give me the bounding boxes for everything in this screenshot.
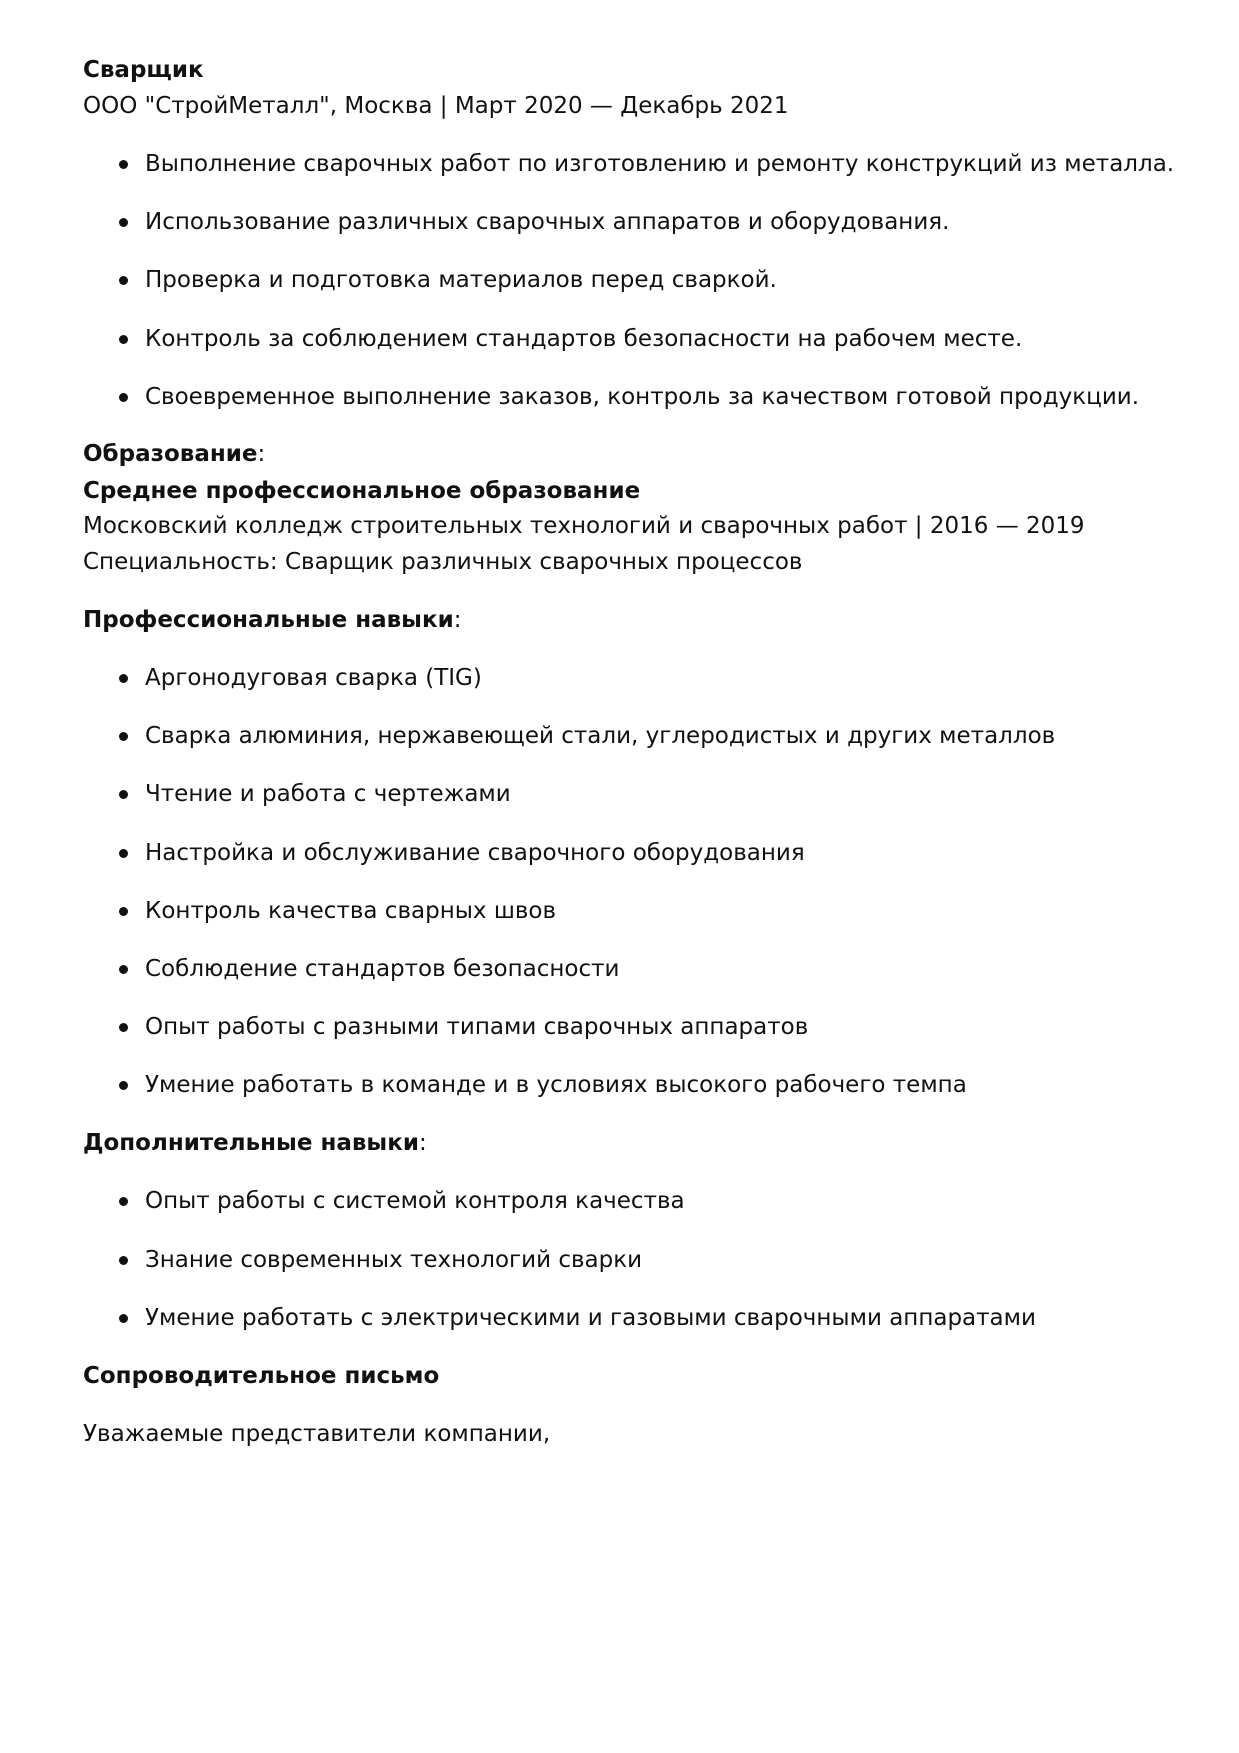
heading-colon: : xyxy=(453,607,462,633)
heading-colon: : xyxy=(418,1130,427,1156)
duty-text: Проверка и подготовка материалов перед сваркой. xyxy=(145,267,777,293)
bullet-icon xyxy=(119,1256,128,1265)
skill-text: Соблюдение стандартов безопасности xyxy=(145,956,620,982)
bullet-icon xyxy=(119,160,128,169)
bullet-icon xyxy=(119,790,128,799)
education-degree: Среднее профессиональное образование xyxy=(83,478,641,504)
skill-text: Знание современных технологий сварки xyxy=(145,1247,643,1273)
bullet-icon xyxy=(119,907,128,916)
bullet-icon xyxy=(119,1197,128,1206)
bullet-icon xyxy=(119,849,128,858)
skill-text: Контроль качества сварных швов xyxy=(145,898,557,924)
education-specialty: Специальность: Сварщик различных сварочных процессов xyxy=(83,549,803,575)
bullet-icon xyxy=(119,1314,128,1323)
bullet-icon xyxy=(119,732,128,741)
bullet-icon xyxy=(119,335,128,344)
pro-skills-heading-line xyxy=(83,604,461,636)
bullet-icon xyxy=(119,965,128,974)
cover-letter-heading: Сопроводительное письмо xyxy=(83,1363,440,1389)
duty-text: Выполнение сварочных работ по изготовлению и ремонту конструкций из металла. xyxy=(145,151,1175,177)
education-heading: Образование xyxy=(83,441,258,467)
skill-text: Чтение и работа с чертежами xyxy=(145,781,511,807)
bullet-icon xyxy=(119,393,128,402)
skill-text: Настройка и обслуживание сварочного оборудования xyxy=(145,840,805,866)
duty-text: Контроль за соблюдением стандартов безопасности на рабочем месте. xyxy=(145,326,1023,352)
skill-text: Аргонодуговая сварка (TIG) xyxy=(145,665,482,691)
skill-text: Умение работать с электрическими и газовыми сварочными аппаратами xyxy=(145,1305,1036,1331)
cover-letter-greeting: Уважаемые представители компании, xyxy=(83,1421,551,1447)
heading-colon: : xyxy=(257,441,266,467)
extra-skills-heading-line xyxy=(83,1127,427,1159)
duty-text: Использование различных сварочных аппаратов и оборудования. xyxy=(145,209,950,235)
job-meta: ООО "СтройМеталл", Москва | Март 2020 — Декабрь 2021 xyxy=(83,93,789,119)
education-heading-line xyxy=(83,438,265,470)
skill-text: Умение работать в команде и в условиях высокого рабочего темпа xyxy=(145,1072,967,1098)
bullet-icon xyxy=(119,218,128,227)
skill-text: Опыт работы с разными типами сварочных аппаратов xyxy=(145,1014,809,1040)
education-institution: Московский колледж строительных технологий и сварочных работ | 2016 — 2019 xyxy=(83,513,1085,539)
bullet-icon xyxy=(119,674,128,683)
duty-text: Своевременное выполнение заказов, контроль за качеством готовой продукции. xyxy=(145,384,1140,410)
pro-skills-heading: Профессиональные навыки xyxy=(83,607,454,633)
skill-text: Сварка алюминия, нержавеющей стали, углеродистых и других металлов xyxy=(145,723,1056,749)
bullet-icon xyxy=(119,1081,128,1090)
extra-skills-heading: Дополнительные навыки xyxy=(83,1130,419,1156)
bullet-icon xyxy=(119,276,128,285)
job-title: Сварщик xyxy=(83,57,204,83)
bullet-icon xyxy=(119,1023,128,1032)
skill-text: Опыт работы с системой контроля качества xyxy=(145,1188,685,1214)
